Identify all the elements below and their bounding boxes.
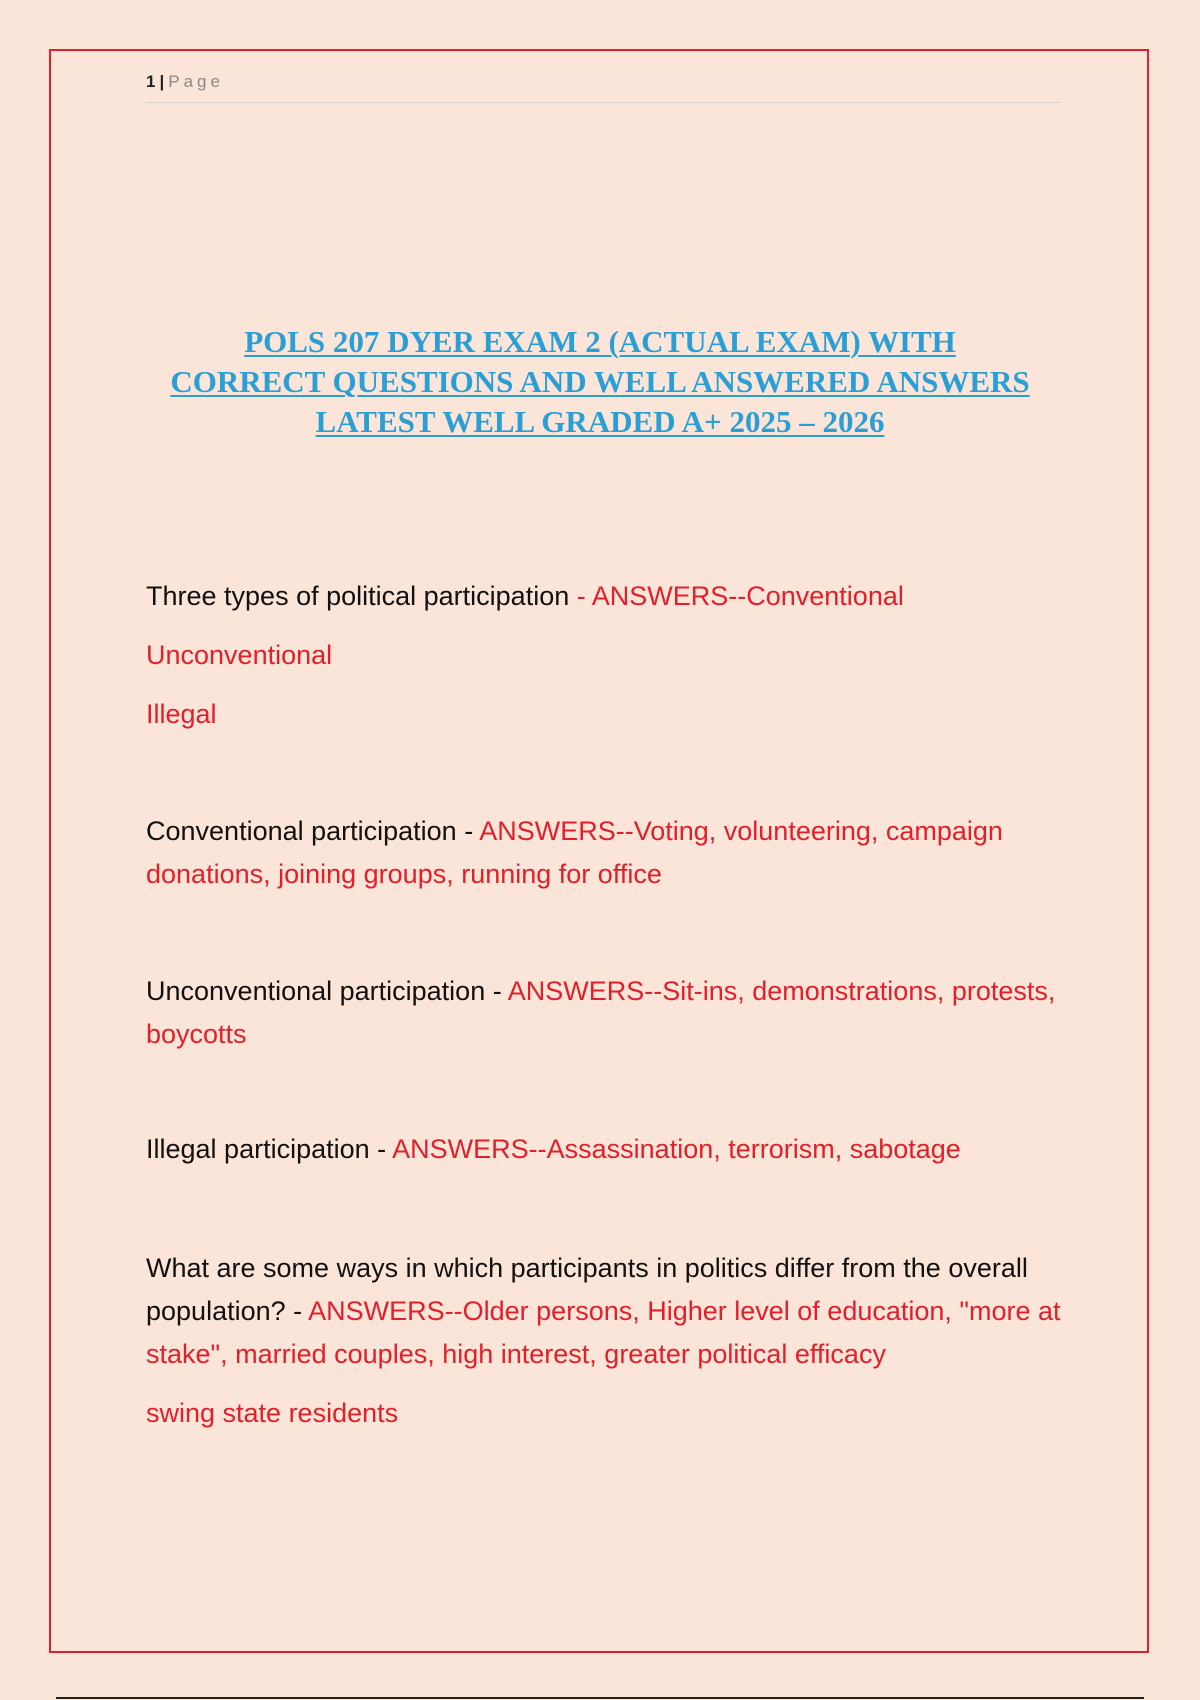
answer-text: ANSWERS--Older persons, Higher level of education, "more at stake", married couples, high interest, greater political efficacy (146, 1296, 1061, 1369)
qa-item-5 (146, 1247, 1076, 1435)
answer-line: Illegal (146, 699, 217, 729)
question-text: Unconventional participation - (146, 976, 508, 1006)
qa-item-2 (146, 810, 1076, 896)
qa-item-1 (146, 575, 1076, 736)
answer-text: ANSWERS--Sit-ins, demonstrations, protests, boycotts (146, 976, 1056, 1049)
answer-text: - ANSWERS--Conventional (569, 581, 904, 611)
answer-text: ANSWERS--Voting, volunteering, campaign donations, joining groups, running for office (146, 816, 1003, 889)
document-title (140, 322, 1060, 442)
question-text: Three types of political participation (146, 581, 570, 611)
answer-line: swing state residents (146, 1398, 399, 1428)
page-word: Page (168, 72, 224, 91)
bottom-rule (56, 1697, 1144, 1699)
title-line-1: POLS 207 DYER EXAM 2 (ACTUAL EXAM) WITH (244, 324, 956, 359)
title-line-3: LATEST WELL GRADED A+ 2025 – 2026 (315, 404, 885, 439)
question-text: What are some ways in which participants in politics differ from the overall population? - (146, 1253, 1028, 1326)
qa-item-3 (146, 970, 1076, 1056)
qa-item-4 (146, 1128, 1076, 1171)
title-line-2: CORRECT QUESTIONS AND WELL ANSWERED ANSWERS (170, 364, 1030, 399)
answer-line: Unconventional (146, 640, 333, 670)
page-separator: | (159, 72, 165, 91)
page-header (146, 72, 1060, 103)
question-text: Illegal participation - (146, 1134, 393, 1164)
question-text: Conventional participation - (146, 816, 480, 846)
answer-text: ANSWERS--Assassination, terrorism, sabotage (392, 1134, 961, 1164)
page-number: 1 (146, 72, 156, 91)
